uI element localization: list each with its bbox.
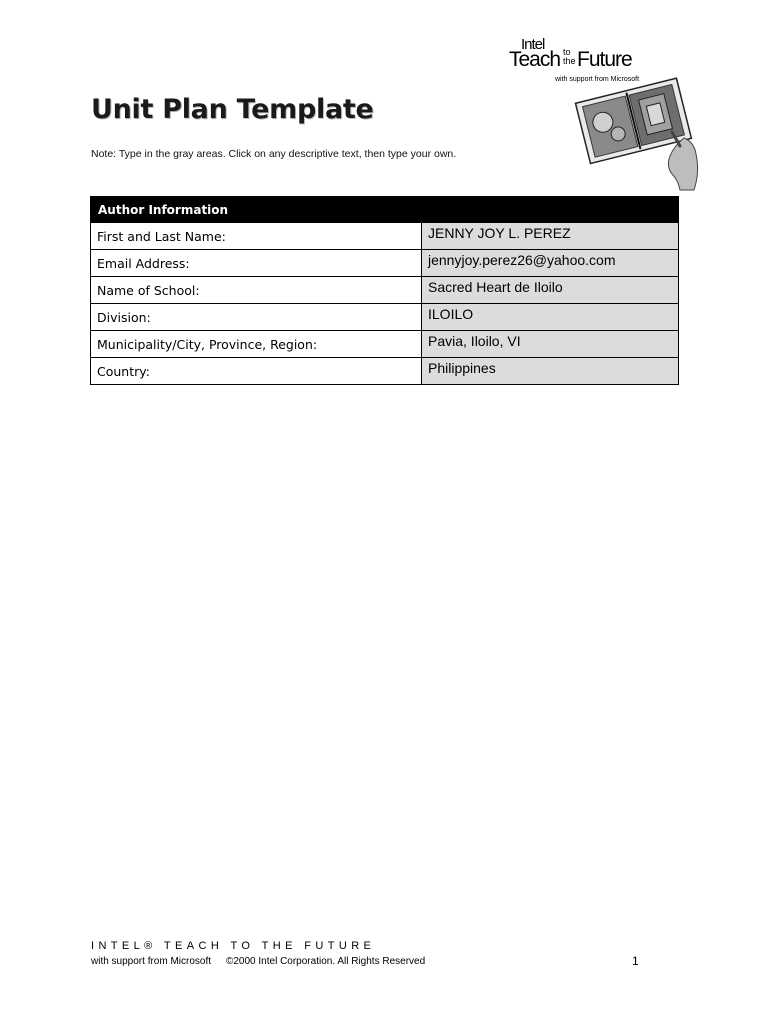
first-last-name-field[interactable]: JENNY JOY L. PEREZ <box>422 223 679 250</box>
table-row <box>91 250 679 277</box>
email-address-field[interactable]: jennyjoy.perez26@yahoo.com <box>422 250 679 277</box>
division-field[interactable]: ILOILO <box>422 304 679 331</box>
footer-brand: INTEL® TEACH TO THE FUTURE <box>91 940 376 952</box>
author-information-table <box>90 196 679 385</box>
country-label: Country: <box>91 358 422 385</box>
first-last-name-label: First and Last Name: <box>91 223 422 250</box>
email-address-label: Email Address: <box>91 250 422 277</box>
table-row <box>91 223 679 250</box>
municipality-field[interactable]: Pavia, Iloilo, VI <box>422 331 679 358</box>
division-label: Division: <box>91 304 422 331</box>
footer-copyright: ©2000 Intel Corporation. All Rights Reserved <box>226 956 426 967</box>
table-row <box>91 304 679 331</box>
table-row <box>91 331 679 358</box>
intel-teach-logo <box>500 22 710 192</box>
logo-teach: Teach <box>509 48 561 71</box>
page-number: 1 <box>632 954 639 968</box>
table-header: Author Information <box>91 197 679 223</box>
school-name-label: Name of School: <box>91 277 422 304</box>
instruction-note: Note: Type in the gray areas. Click on any descriptive text, then type your own. <box>91 148 457 160</box>
footer-support: with support from Microsoft <box>91 956 212 967</box>
book-hand-illustration-icon <box>572 70 710 192</box>
logo-support: with support from Microsoft <box>555 76 640 83</box>
table-header-row <box>91 197 679 223</box>
country-field[interactable]: Philippines <box>422 358 679 385</box>
table-row <box>91 358 679 385</box>
municipality-label: Municipality/City, Province, Region: <box>91 331 422 358</box>
logo-future: Future <box>577 48 632 71</box>
logo-intel: Intel <box>521 36 545 53</box>
table-row <box>91 277 679 304</box>
logo-to-the: to the <box>563 47 576 66</box>
page-title: Unit Plan Template <box>91 94 374 125</box>
school-name-field[interactable]: Sacred Heart de Iloilo <box>422 277 679 304</box>
